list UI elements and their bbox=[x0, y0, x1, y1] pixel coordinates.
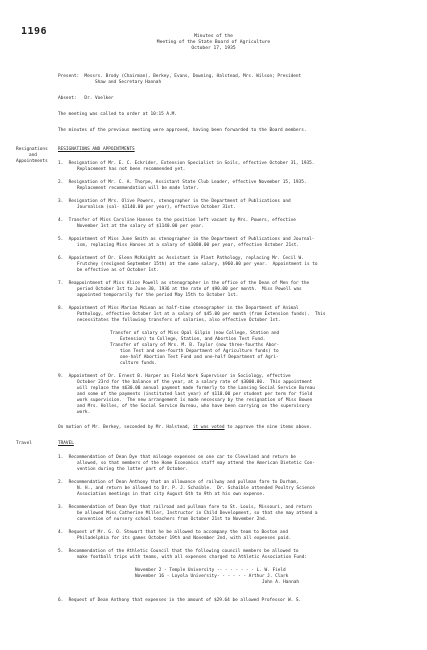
section-heading-resignations: RESIGNATIONS AND APPOINTMENTS bbox=[58, 147, 135, 152]
transfer-line-1: Transfer of salary of Miss Opal Gilpin (now College, Station and bbox=[110, 331, 280, 336]
item-4-line-2: November 1st at the salary of $1140.00 per year. bbox=[77, 224, 204, 229]
travel-item-2-line-2: N. H., and return be allowed to Dr. P. J. Schaible. Dr. Schaible attended Poultry Science bbox=[77, 486, 315, 491]
margin-label-resignations: Resignations bbox=[16, 147, 48, 152]
minutes-date: October 17, 1935 bbox=[191, 46, 236, 51]
transfer-line-4: tion Test and one-fourth Department of Agriculture funds) to bbox=[120, 349, 279, 354]
travel-item-4-line-2: Philadelphia for its games October 19th and November 2nd, with all expenses paid. bbox=[77, 536, 292, 541]
travel-item-3-line-3: convention of nursery school teachers from October 21st to November 2nd. bbox=[77, 517, 268, 522]
travel-item-3-line-2: be allowed Miss Catherine Miller, Instructor in Child Development, so that she may attend a bbox=[77, 511, 318, 516]
section-heading-travel: TRAVEL bbox=[58, 441, 74, 446]
transfer-line-2: Extension) to College, Station, and Abortion Test Fund. bbox=[120, 337, 266, 342]
item-6-line-1: 6. Appointment of Dr. Glenn McKnight as Assistant in Plant Pathology, replacing Mr. Cecil W. bbox=[58, 256, 304, 261]
item-3-line-2: Journalism (sal- $1140.00 per year), effective October 31st. bbox=[77, 205, 236, 210]
item-5-line-1: 5. Appointment of Miss June Smith as stenographer in the Department of Publications and Journal- bbox=[58, 237, 315, 242]
minutes-title: Minutes of the bbox=[194, 34, 233, 39]
item-9-line-4: and some of the payments (instituted last year) of $110.00 per student per term for field bbox=[77, 392, 313, 397]
motion-text-a: On motion of Mr. Berkey, seconded by Mr. Halstead, bbox=[58, 425, 193, 430]
item-8-line-3: necessitates the following transfers of salaries, also effective October 1st. bbox=[77, 318, 281, 323]
travel-item-1-line-1: 1. Recommendation of Dean Dye that mileage expenses on one car to Cleveland and return be bbox=[58, 455, 296, 460]
item-9-line-2: October 23rd for the balance of the year, at a salary rate of $3000.00. This appointment bbox=[77, 380, 313, 385]
item-8-line-1: 8. Appointment of Miss Marian McLean as half-time stenographer in the Department of Animal bbox=[58, 306, 299, 311]
trip-line-3: John A. Hannah bbox=[262, 580, 300, 585]
item-9-line-5: work supervision. The new arrangement is made necessary by the resignation of Miss Bowen bbox=[77, 398, 313, 403]
item-6-line-3: be effective as of October 1st. bbox=[77, 268, 159, 273]
item-9-line-1: 9. Appointment of Dr. Ernest B. Harper as Field Work Supervisor in Sociology, effective bbox=[58, 374, 291, 379]
item-1-line-2: Replacement has not been recommended yet. bbox=[77, 167, 186, 172]
item-9-line-6: and Mrs. Holles, of the Social Service Bureau, who have been carrying on the supervisory bbox=[77, 404, 310, 409]
motion-text-b: to approve the nine items above. bbox=[224, 425, 312, 430]
margin-label-and: and bbox=[29, 153, 37, 158]
trip-line-1: November 2 - Temple University -- - - - - - - L. W. Field bbox=[135, 568, 286, 573]
item-9-line-7: work. bbox=[77, 410, 91, 415]
item-1-line-1: 1. Resignation of Mr. E. C. Eckrider, Extension Specialist in Soils, effective October 31, 1935. bbox=[58, 161, 315, 166]
travel-item-2-line-1: 2. Recommendation of Dean Anthony that an allowance of railway and pullman fare to Durham, bbox=[58, 480, 299, 485]
minutes-approved: The minutes of the previous meeting were approved, having been forwarded to the Board members. bbox=[58, 128, 307, 133]
item-7-line-2: period October 1st to June 30, 1936 at the rate of $90.00 per month. Miss Powell was bbox=[77, 287, 302, 292]
item-5-line-2: ism, replacing Miss Hanses at a salary of $1080.00 per year, effective October 21st. bbox=[77, 243, 300, 248]
transfer-line-6: culture funds. bbox=[120, 361, 158, 366]
transfer-line-5: one-half Abortion Test Fund and one-half Department of Agri- bbox=[120, 355, 279, 360]
motion-voted: it was voted bbox=[192, 425, 225, 430]
present-line-2: Shaw and Secretary Hannah bbox=[95, 80, 162, 85]
travel-item-2-line-3: Association meetings in that city August 6th to 9th at his own expense. bbox=[77, 492, 265, 497]
travel-item-5-line-2: make football trips with teams, with all expenses charged to Athletic Association Fund: bbox=[77, 555, 307, 560]
motion-line bbox=[58, 425, 312, 430]
item-3-line-1: 3. Resignation of Mrs. Olive Powers, stenographer in the Department of Publications and bbox=[58, 199, 291, 204]
travel-item-4-line-1: 4. Request of Mr. G. O. Stewart that he be allowed to accompany the team to Boston and bbox=[58, 530, 288, 535]
item-6-line-2: Frutchey (resigned September 15th) at the same salary, $960.00 per year. Appointment is to bbox=[77, 262, 318, 267]
transfer-line-3: Transfer of salary of Mrs. M. B. Taylor (now three-fourths Abor- bbox=[110, 343, 280, 348]
margin-label-travel: Travel bbox=[16, 441, 32, 446]
item-4-line-1: 4. Transfer of Miss Caroline Hanses to the position left vacant by Mrs. Powers, effective bbox=[58, 218, 296, 223]
present-line-1: Present: Messrs. Brody (Chairman), Berkey, Evans, Downing, Halstead, Mrs. Wilson; President bbox=[58, 74, 302, 79]
trip-line-2: November 16 - Loyola University- - - - - - Arthur J. Clark bbox=[135, 574, 289, 579]
page-number: 1196 bbox=[21, 26, 48, 37]
item-8-line-2: Pathology, effective October 1st at a salary of $45.00 per month (from Extension funds). This bbox=[77, 312, 326, 317]
travel-item-6-line-1: 6. Request of Dean Anthony that expenses in the amount of $29.64 be allowed Professor W. S. bbox=[58, 598, 302, 603]
item-9-line-3: will replace the $630.00 annual payment made formerly to the Lansing Social Service Bureau bbox=[77, 386, 315, 391]
travel-item-1-line-3: vention during the latter part of October. bbox=[77, 467, 189, 472]
travel-item-5-line-1: 5. Recommendation of the Athletic Council that the following council members be allowed to bbox=[58, 549, 299, 554]
minutes-subtitle: Meeting of the State Board of Agriculture bbox=[156, 40, 271, 45]
called-to-order: The meeting was called to order at 10:15 A.M. bbox=[58, 112, 177, 117]
item-2-line-1: 2. Resignation of Mr. C. A. Thorpe, Assistant State Club Leader, effective November 15, 1935. bbox=[58, 180, 307, 185]
travel-item-3-line-1: 3. Recommendation of Dean Dye that railroad and pullman fare to St. Louis, Missouri, and return bbox=[58, 505, 312, 510]
item-7-line-3: appointed temporarily for the period May 15th to October 1st. bbox=[77, 293, 239, 298]
travel-item-1-line-2: allowed, so that members of the Home Economics staff may attend the American Dietetic Con- bbox=[77, 461, 315, 466]
item-2-line-2: Replacement recommendation will be made later. bbox=[77, 186, 199, 191]
absent-line: Absent: Dr. Voelker bbox=[58, 96, 114, 101]
item-7-line-1: 7. Reappointment of Miss Alice Powell as stenographer in the office of the Dean of Men for the bbox=[58, 281, 310, 286]
margin-label-appointments: Appointments bbox=[16, 159, 48, 164]
